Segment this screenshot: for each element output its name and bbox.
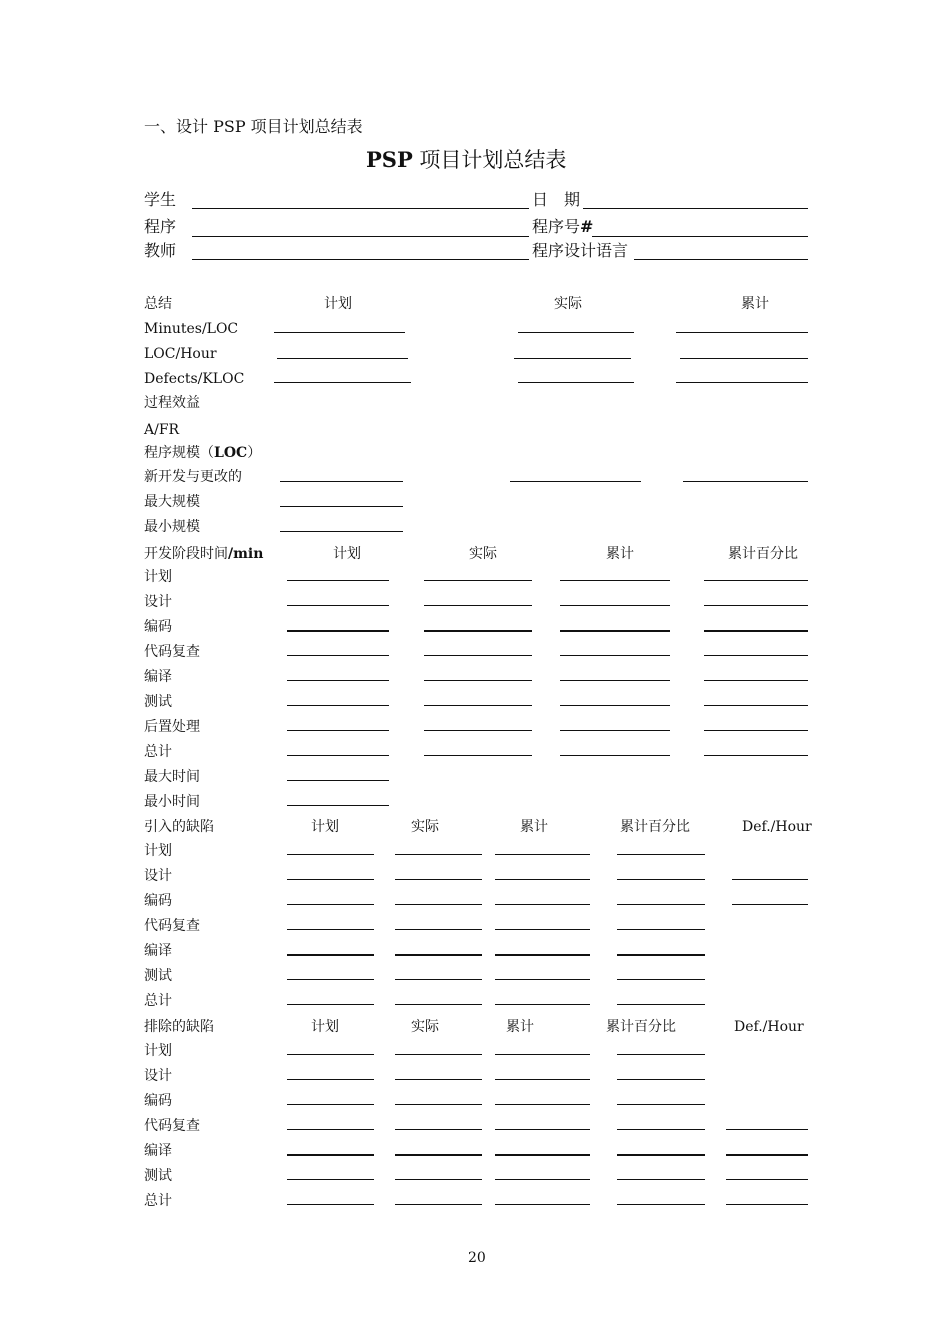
time-field[interactable] xyxy=(287,580,389,581)
removed-field[interactable] xyxy=(617,1079,705,1080)
removed-field[interactable] xyxy=(495,1054,590,1055)
page-number: 20 xyxy=(468,1250,486,1266)
removed-row-label: 总计 xyxy=(144,1193,172,1209)
injected-row-label: 编码 xyxy=(144,893,172,909)
summary-row-label: A/FR xyxy=(144,422,180,438)
summary-field[interactable] xyxy=(680,358,808,359)
injected-field[interactable] xyxy=(495,979,590,980)
size-field[interactable] xyxy=(683,481,808,482)
time-field[interactable] xyxy=(424,705,532,706)
removed-field[interactable] xyxy=(287,1129,374,1130)
time-field[interactable] xyxy=(704,630,808,632)
program-no-label xyxy=(532,219,593,235)
injected-field[interactable] xyxy=(395,929,482,930)
injected-row-label: 计划 xyxy=(144,843,172,859)
time-title-prefix: 开发阶段时间 xyxy=(144,546,228,562)
injected-field[interactable] xyxy=(617,929,705,930)
time-row-label: 最大时间 xyxy=(144,769,200,785)
time-field[interactable] xyxy=(287,755,389,756)
removed-field[interactable] xyxy=(395,1129,482,1130)
time-col-cumulative-percent: 累计百分比 xyxy=(728,546,798,562)
form-title-bold: PSP xyxy=(366,147,413,172)
injected-field[interactable] xyxy=(287,879,374,880)
time-field[interactable] xyxy=(424,755,532,756)
time-row-label: 计划 xyxy=(144,569,172,585)
summary-field[interactable] xyxy=(274,332,405,333)
time-col-plan: 计划 xyxy=(333,546,361,562)
time-field[interactable] xyxy=(424,580,532,581)
removed-col-cumulative-percent: 累计百分比 xyxy=(606,1019,676,1035)
injected-field[interactable] xyxy=(617,879,705,880)
injected-field[interactable] xyxy=(617,954,705,956)
removed-field[interactable] xyxy=(287,1054,374,1055)
removed-col-plan: 计划 xyxy=(311,1019,339,1035)
form-title xyxy=(366,149,566,171)
injected-col-plan: 计划 xyxy=(311,819,339,835)
size-title-suffix: ） xyxy=(247,445,262,461)
injected-field[interactable] xyxy=(395,854,482,855)
size-row-label: 最小规模 xyxy=(144,519,200,535)
size-field[interactable] xyxy=(280,531,403,532)
size-field[interactable] xyxy=(510,481,641,482)
time-field[interactable] xyxy=(704,705,808,706)
removed-field[interactable] xyxy=(726,1179,808,1180)
injected-field[interactable] xyxy=(287,904,374,905)
time-field[interactable] xyxy=(560,630,670,632)
removed-col-cumulative: 累计 xyxy=(506,1019,534,1035)
removed-field[interactable] xyxy=(726,1204,808,1205)
injected-field[interactable] xyxy=(617,854,705,855)
removed-field[interactable] xyxy=(495,1104,590,1105)
summary-row-label: Minutes/LOC xyxy=(144,321,239,337)
injected-col-actual: 实际 xyxy=(411,819,439,835)
injected-field[interactable] xyxy=(287,929,374,930)
removed-field[interactable] xyxy=(395,1054,482,1055)
teacher-field[interactable] xyxy=(192,259,529,260)
time-row-label: 总计 xyxy=(144,744,172,760)
time-field[interactable] xyxy=(560,655,670,656)
language-field[interactable] xyxy=(634,259,808,260)
removed-row-label: 代码复查 xyxy=(144,1118,200,1134)
program-label: 程序 xyxy=(144,217,177,236)
removed-field[interactable] xyxy=(495,1204,590,1205)
time-row-label: 编译 xyxy=(144,669,172,685)
time-col-actual: 实际 xyxy=(469,546,497,562)
injected-field[interactable] xyxy=(732,879,808,880)
injected-field[interactable] xyxy=(287,1004,374,1005)
removed-field[interactable] xyxy=(287,1079,374,1080)
injected-row-label: 设计 xyxy=(144,868,172,884)
injected-row-label: 测试 xyxy=(144,968,172,984)
injected-field[interactable] xyxy=(395,954,482,956)
time-field[interactable] xyxy=(424,680,532,681)
injected-field[interactable] xyxy=(395,979,482,980)
time-field[interactable] xyxy=(560,580,670,581)
removed-row-label: 设计 xyxy=(144,1068,172,1084)
removed-col-def-hour: Def./Hour xyxy=(734,1019,804,1035)
time-field[interactable] xyxy=(424,730,532,731)
injected-col-def-hour: Def./Hour xyxy=(742,819,812,835)
time-row-label: 最小时间 xyxy=(144,794,200,810)
time-field[interactable] xyxy=(424,655,532,656)
removed-field[interactable] xyxy=(495,1129,590,1130)
time-title xyxy=(144,547,263,561)
injected-col-cumulative-percent: 累计百分比 xyxy=(620,819,690,835)
time-field[interactable] xyxy=(704,680,808,681)
injected-field[interactable] xyxy=(495,879,590,880)
summary-title: 总结 xyxy=(144,296,172,312)
removed-row-label: 编码 xyxy=(144,1093,172,1109)
student-label: 学生 xyxy=(144,190,177,209)
time-field[interactable] xyxy=(704,580,808,581)
time-row-label: 测试 xyxy=(144,694,172,710)
program-no-prefix: 程序号 xyxy=(532,217,581,236)
program-no-field[interactable] xyxy=(592,236,808,237)
size-row-label: 最大规模 xyxy=(144,494,200,510)
removed-field[interactable] xyxy=(726,1129,808,1130)
time-row-label: 设计 xyxy=(144,594,172,610)
teacher-label: 教师 xyxy=(144,241,177,260)
removed-field[interactable] xyxy=(395,1104,482,1105)
removed-field[interactable] xyxy=(395,1079,482,1080)
time-field[interactable] xyxy=(287,780,389,781)
removed-title: 排除的缺陷 xyxy=(144,1019,214,1035)
student-field[interactable] xyxy=(192,208,529,209)
summary-col-cumulative: 累计 xyxy=(741,296,769,312)
time-field[interactable] xyxy=(287,805,389,806)
summary-field[interactable] xyxy=(277,358,408,359)
removed-row-label: 编译 xyxy=(144,1143,172,1159)
summary-field[interactable] xyxy=(518,332,634,333)
removed-field[interactable] xyxy=(617,1179,705,1180)
injected-field[interactable] xyxy=(495,854,590,855)
language-label: 程序设计语言 xyxy=(532,241,629,260)
time-field[interactable] xyxy=(287,705,389,706)
injected-field[interactable] xyxy=(287,979,374,980)
size-row-label: 新开发与更改的 xyxy=(144,469,242,485)
time-field[interactable] xyxy=(704,605,808,606)
time-field[interactable] xyxy=(560,730,670,731)
removed-field[interactable] xyxy=(287,1154,374,1156)
injected-col-cumulative: 累计 xyxy=(520,819,548,835)
time-field[interactable] xyxy=(704,755,808,756)
injected-field[interactable] xyxy=(395,904,482,905)
removed-field[interactable] xyxy=(495,1179,590,1180)
removed-field[interactable] xyxy=(617,1204,705,1205)
time-field[interactable] xyxy=(560,680,670,681)
injected-field[interactable] xyxy=(495,954,590,956)
summary-field[interactable] xyxy=(518,382,634,383)
time-row-label: 后置处理 xyxy=(144,719,200,735)
injected-field[interactable] xyxy=(732,904,808,905)
size-field[interactable] xyxy=(280,481,403,482)
time-field[interactable] xyxy=(560,705,670,706)
injected-field[interactable] xyxy=(395,879,482,880)
injected-field[interactable] xyxy=(495,929,590,930)
injected-field[interactable] xyxy=(287,854,374,855)
removed-field[interactable] xyxy=(395,1179,482,1180)
time-field[interactable] xyxy=(704,730,808,731)
time-field[interactable] xyxy=(287,655,389,656)
summary-col-actual: 实际 xyxy=(554,296,582,312)
injected-row-label: 编译 xyxy=(144,943,172,959)
section-heading: 一、设计 PSP 项目计划总结表 xyxy=(144,117,363,136)
injected-row-label: 总计 xyxy=(144,993,172,1009)
injected-field[interactable] xyxy=(395,1004,482,1005)
removed-row-label: 计划 xyxy=(144,1043,172,1059)
removed-row-label: 测试 xyxy=(144,1168,172,1184)
time-field[interactable] xyxy=(424,605,532,606)
program-no-hash: # xyxy=(580,217,594,236)
time-title-unit: /min xyxy=(228,546,264,562)
summary-field[interactable] xyxy=(676,382,808,383)
injected-field[interactable] xyxy=(617,904,705,905)
time-field[interactable] xyxy=(560,605,670,606)
removed-field[interactable] xyxy=(617,1054,705,1055)
removed-field[interactable] xyxy=(287,1204,374,1205)
injected-title: 引入的缺陷 xyxy=(144,819,214,835)
injected-field[interactable] xyxy=(495,904,590,905)
removed-field[interactable] xyxy=(617,1154,705,1156)
injected-field[interactable] xyxy=(617,979,705,980)
program-field[interactable] xyxy=(192,236,529,237)
size-field[interactable] xyxy=(280,506,403,507)
removed-field[interactable] xyxy=(287,1179,374,1180)
date-field[interactable] xyxy=(583,208,808,209)
summary-field[interactable] xyxy=(514,358,631,359)
time-field[interactable] xyxy=(560,755,670,756)
time-field[interactable] xyxy=(287,730,389,731)
time-field[interactable] xyxy=(424,630,532,632)
summary-field[interactable] xyxy=(274,382,411,383)
injected-row-label: 代码复查 xyxy=(144,918,200,934)
injected-field[interactable] xyxy=(287,954,374,956)
size-title-unit: LOC xyxy=(214,445,248,461)
removed-field[interactable] xyxy=(395,1204,482,1205)
removed-field[interactable] xyxy=(617,1104,705,1105)
time-field[interactable] xyxy=(704,655,808,656)
removed-field[interactable] xyxy=(495,1079,590,1080)
removed-field[interactable] xyxy=(395,1154,482,1156)
time-row-label: 编码 xyxy=(144,619,172,635)
injected-field[interactable] xyxy=(617,1004,705,1005)
size-title-prefix: 程序规模（ xyxy=(144,445,214,461)
time-col-cumulative: 累计 xyxy=(606,546,634,562)
summary-field[interactable] xyxy=(676,332,808,333)
summary-row-label: Defects/KLOC xyxy=(144,371,245,387)
summary-row-label: 过程效益 xyxy=(144,395,200,411)
summary-row-label: LOC/Hour xyxy=(144,346,217,362)
removed-field[interactable] xyxy=(495,1154,590,1156)
time-field[interactable] xyxy=(287,605,389,606)
injected-field[interactable] xyxy=(495,1004,590,1005)
removed-col-actual: 实际 xyxy=(411,1019,439,1035)
removed-field[interactable] xyxy=(287,1104,374,1105)
time-field[interactable] xyxy=(287,680,389,681)
date-label: 日 期 xyxy=(532,190,581,209)
removed-field[interactable] xyxy=(726,1154,808,1156)
removed-field[interactable] xyxy=(617,1129,705,1130)
form-title-rest: 项目计划总结表 xyxy=(412,148,567,172)
summary-col-plan: 计划 xyxy=(324,296,352,312)
time-row-label: 代码复查 xyxy=(144,644,200,660)
size-title xyxy=(144,446,261,460)
time-field[interactable] xyxy=(287,630,389,632)
